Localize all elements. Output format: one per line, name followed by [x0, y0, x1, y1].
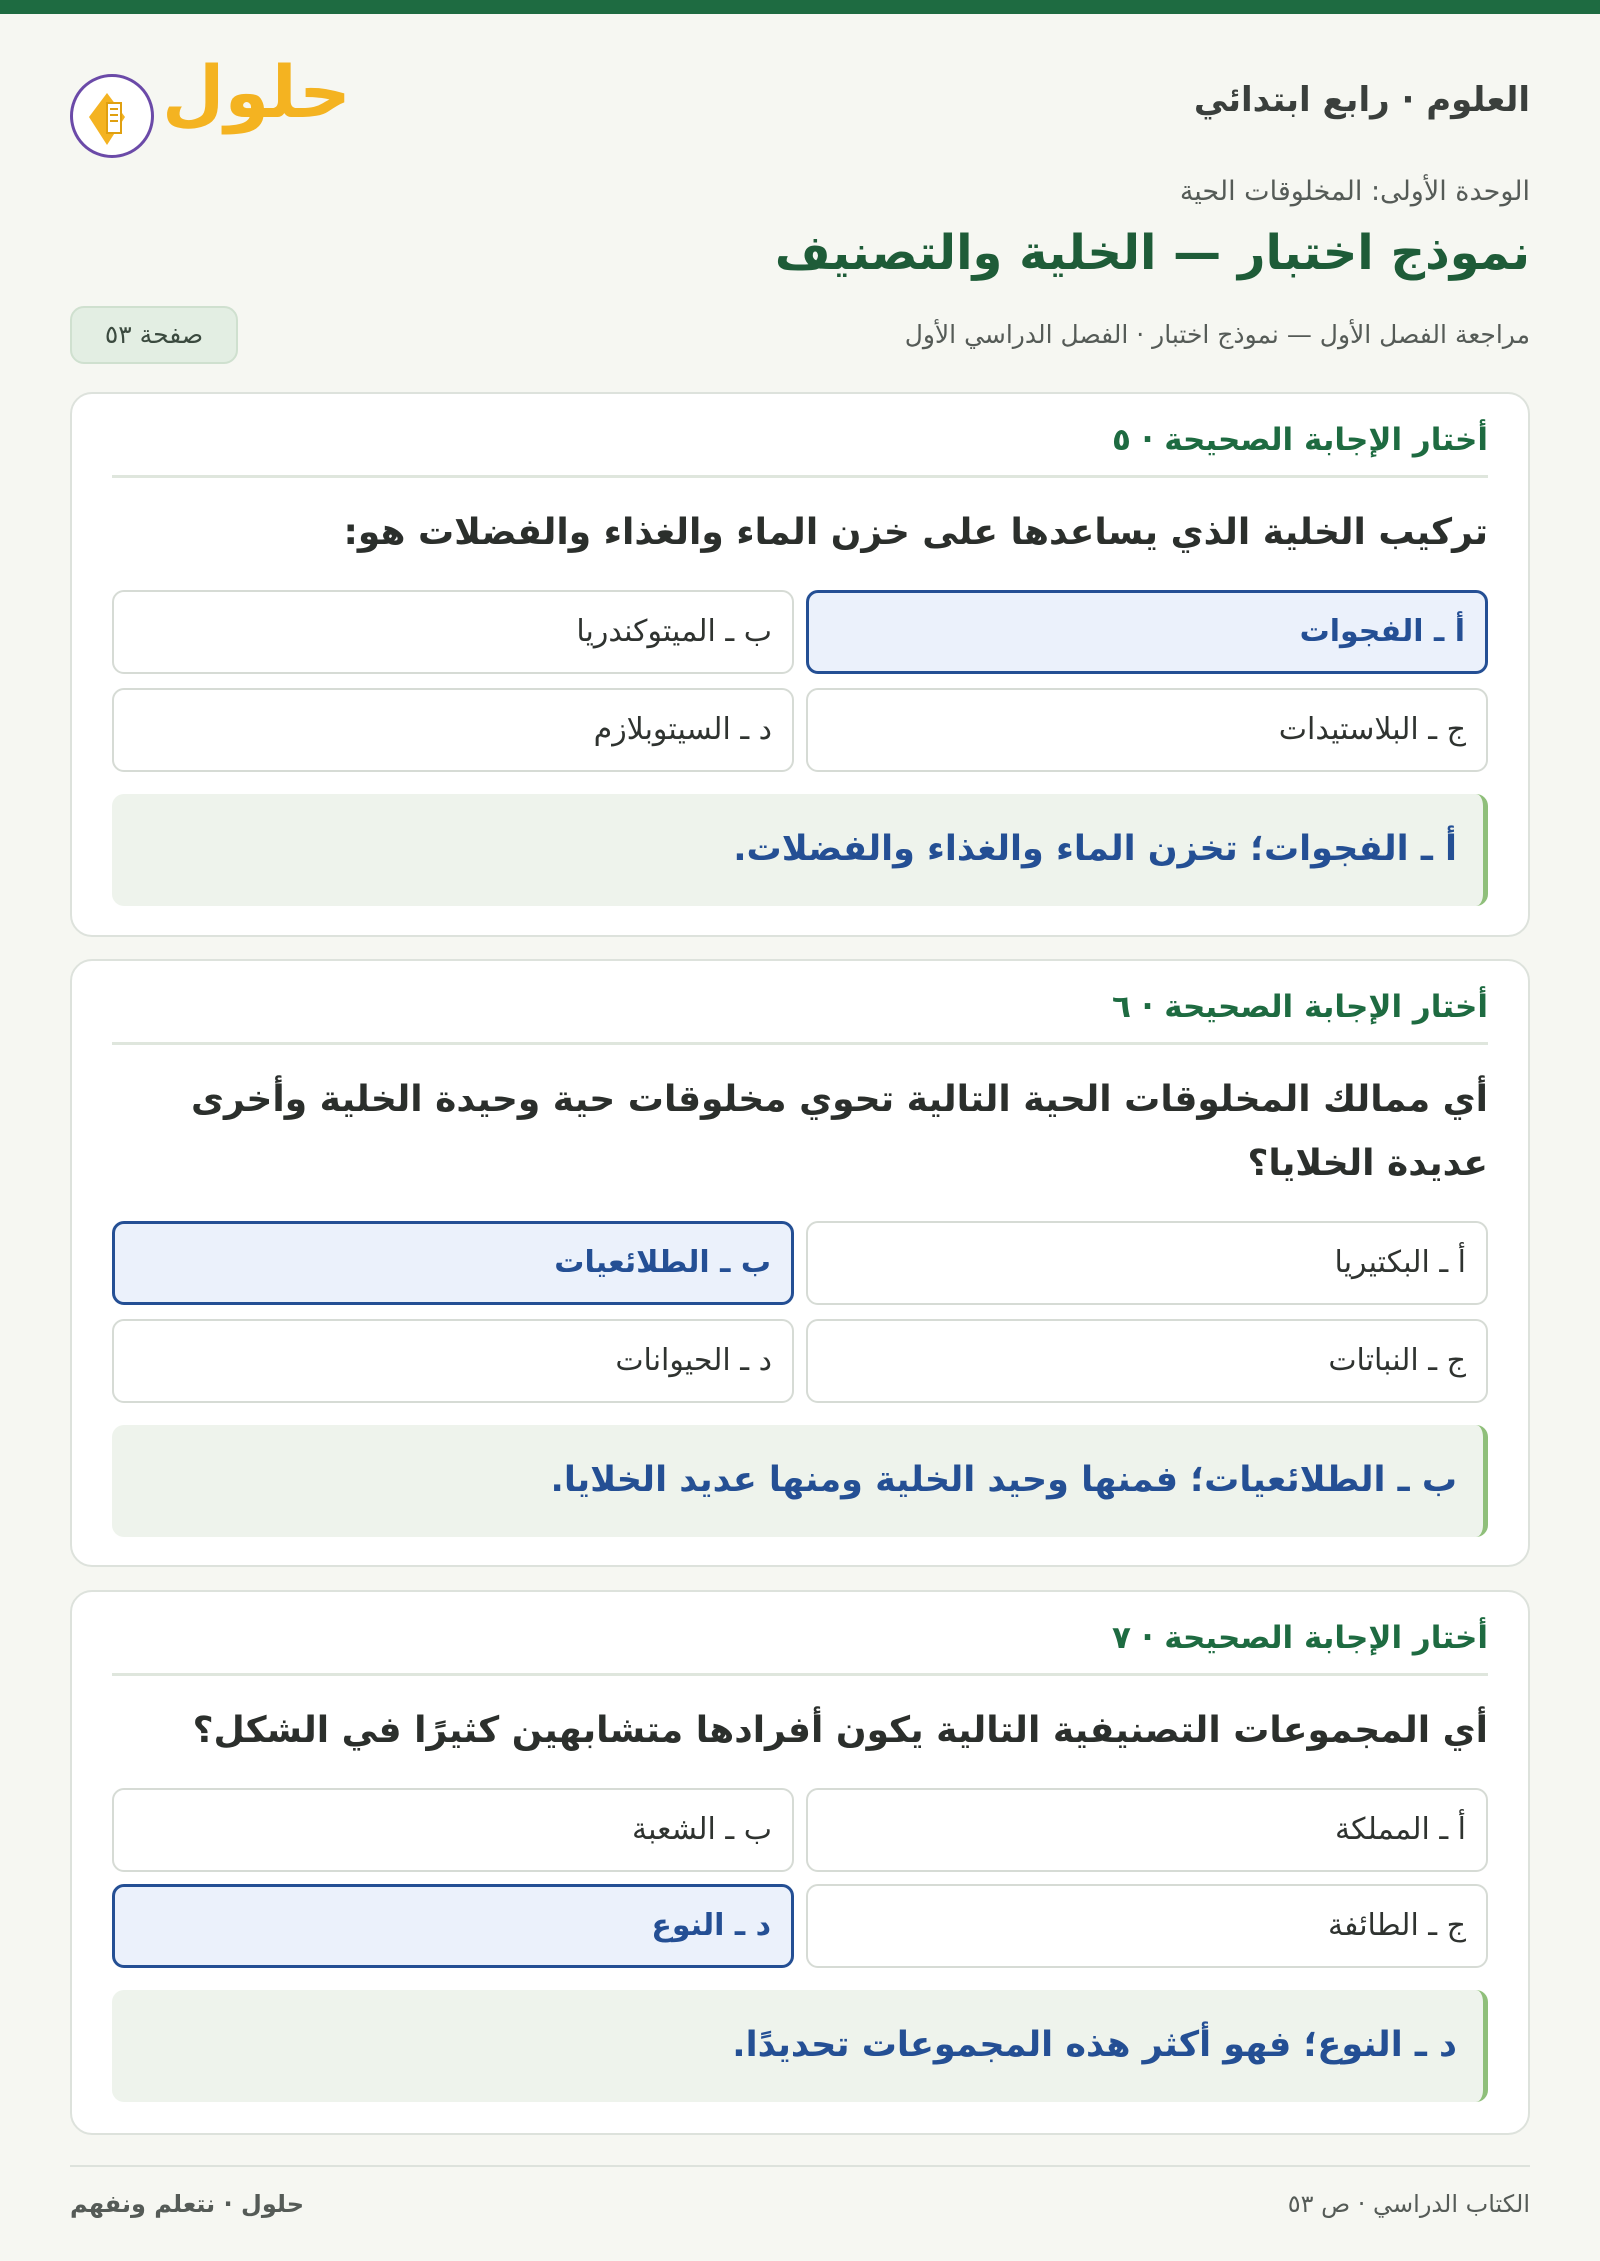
option-d[interactable]: د ـ السيتوبلازم: [112, 688, 794, 772]
unit-label: الوحدة الأولى: المخلوقات الحية: [1179, 176, 1530, 207]
option-c[interactable]: ج ـ الطائفة: [806, 1884, 1488, 1968]
subject-title: العلوم · رابع ابتدائي: [1193, 80, 1530, 120]
option-b[interactable]: ب ـ الميتوكندريا: [112, 590, 794, 674]
question-heading: أختار الإجابة الصحيحة · ٥: [112, 422, 1488, 478]
option-a[interactable]: أ ـ المملكة: [806, 1788, 1488, 1872]
question-text-line-1: أي ممالك المخلوقات الحية التالية تحوي مخلوقات حية وحيدة الخلية وأخرى: [191, 1079, 1488, 1120]
answer-box: أ ـ الفجوات؛ تخزن الماء والغذاء والفضلات.: [112, 794, 1488, 906]
footer-brand: حلول · نتعلم ونفهم: [70, 2190, 304, 2218]
footer-page-ref: الكتاب الدراسي · ص ٥٣: [1287, 2190, 1530, 2218]
question-heading: أختار الإجابة الصحيحة · ٦: [112, 989, 1488, 1045]
page-meta: مراجعة الفصل الأول — نموذج اختبار · الفصل الدراسي الأول: [904, 320, 1530, 349]
question-card-6: [70, 959, 1530, 1567]
top-accent-bar: [0, 0, 1600, 14]
option-c[interactable]: ج ـ النباتات: [806, 1319, 1488, 1403]
question-card-5: [70, 392, 1530, 937]
question-text: أي المجموعات التصنيفية التالية يكون أفرادها متشابهين كثيرًا في الشكل؟: [192, 1710, 1488, 1751]
option-a-selected[interactable]: أ ـ الفجوات: [806, 590, 1488, 674]
option-a[interactable]: أ ـ البكتيريا: [806, 1221, 1488, 1305]
option-b[interactable]: ب ـ الشعبة: [112, 1788, 794, 1872]
option-d-selected[interactable]: د ـ النوع: [112, 1884, 794, 1968]
question-heading: أختار الإجابة الصحيحة · ٧: [112, 1620, 1488, 1676]
page-title: نموذج اختبار — الخلية والتصنيف: [774, 225, 1530, 281]
hulul-logo[interactable]: [70, 50, 351, 160]
answer-box: ب ـ الطلائعيات؛ فمنها وحيد الخلية ومنها عديد الخلايا.: [112, 1425, 1488, 1537]
option-d[interactable]: د ـ الحيوانات: [112, 1319, 794, 1403]
logo-text: حلول: [162, 50, 351, 134]
book-icon: [70, 74, 154, 158]
answer-box: د ـ النوع؛ فهو أكثر هذه المجموعات تحديدًا.: [112, 1990, 1488, 2102]
question-text-line-2: عديدة الخلايا؟: [1247, 1143, 1488, 1184]
option-c[interactable]: ج ـ البلاستيدات: [806, 688, 1488, 772]
page-number-badge: صفحة ٥٣: [70, 306, 238, 364]
footer-divider: [70, 2165, 1530, 2167]
page-header: [70, 40, 1530, 180]
question-card-7: [70, 1590, 1530, 2135]
question-text: تركيب الخلية الذي يساعدها على خزن الماء والغذاء والفضلات هو:: [343, 512, 1488, 553]
option-b-selected[interactable]: ب ـ الطلائعيات: [112, 1221, 794, 1305]
